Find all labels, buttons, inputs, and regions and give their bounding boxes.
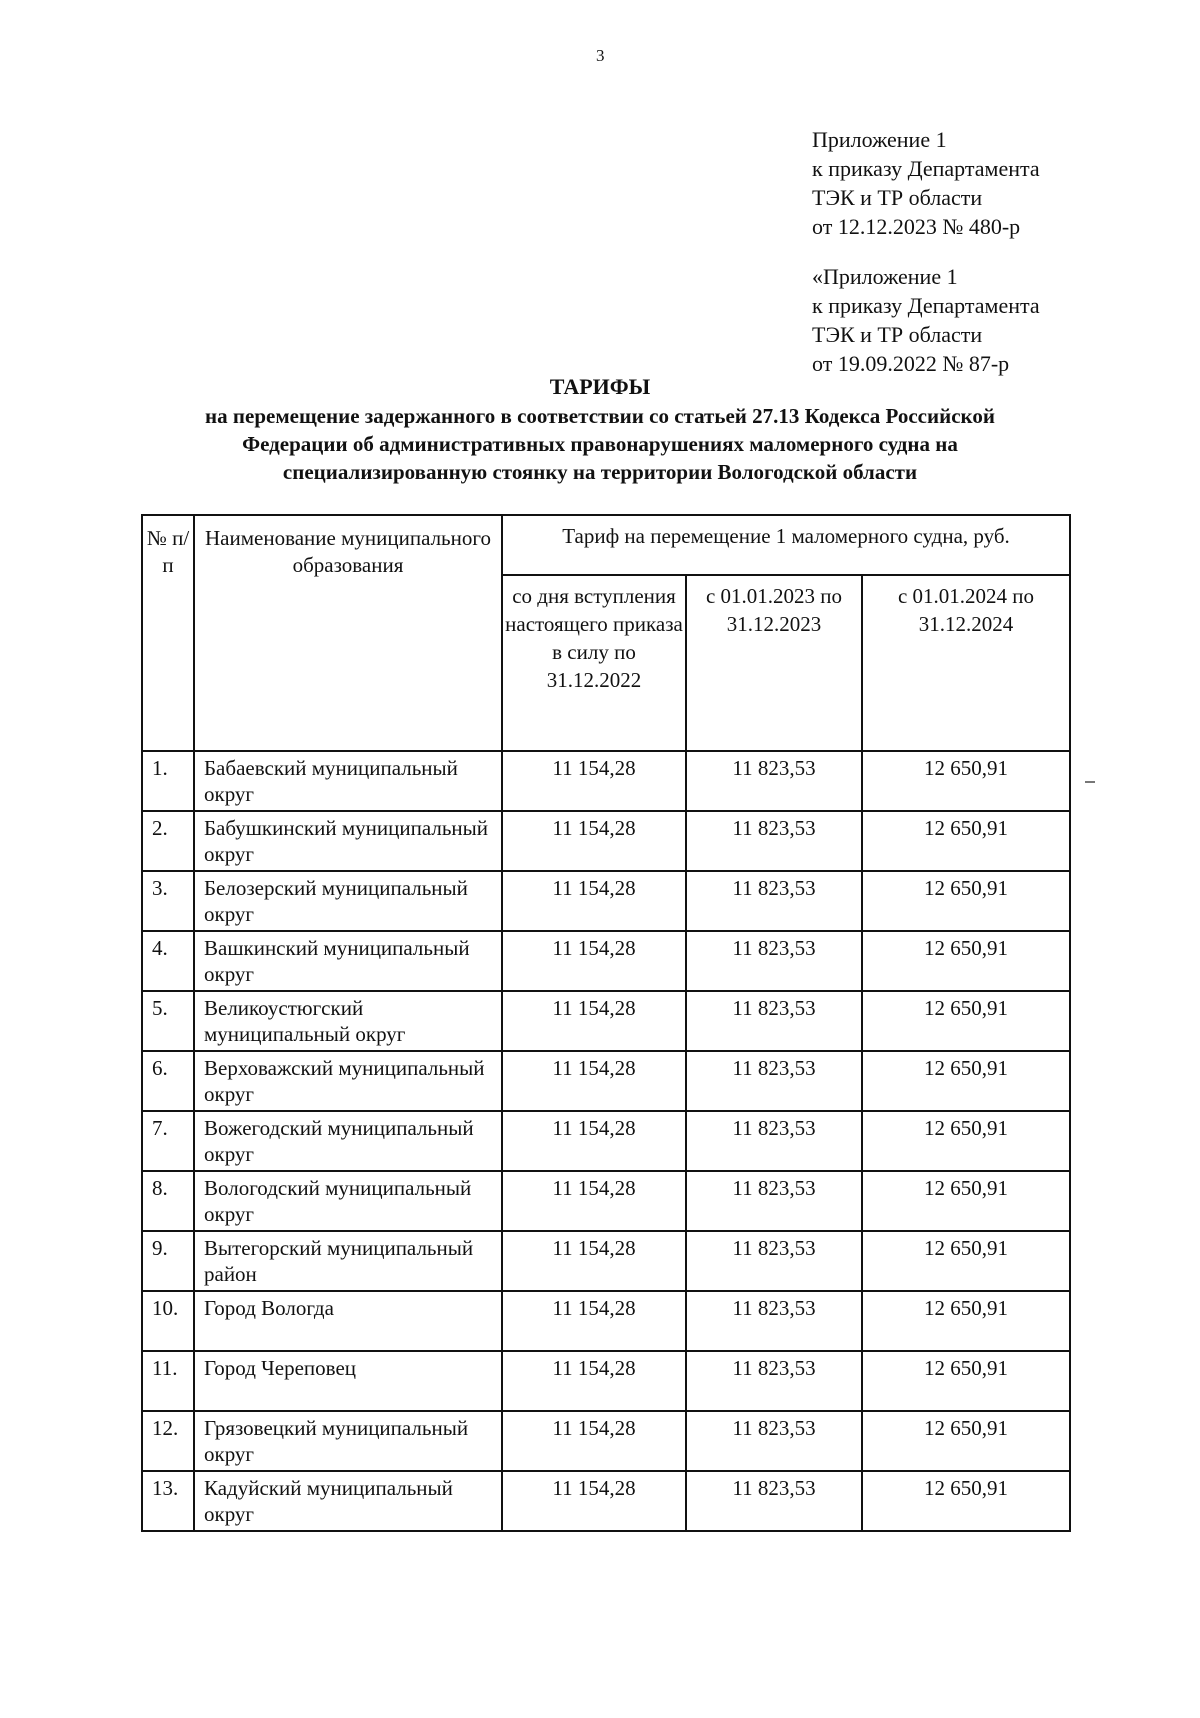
row-municipality-name: Верховажский муниципальный округ [194, 1051, 502, 1111]
row-tariff-2023: 11 823,53 [686, 1171, 862, 1231]
row-number: 9. [142, 1231, 194, 1291]
table-row [142, 811, 1070, 871]
row-tariff-2022: 11 154,28 [502, 871, 686, 931]
appendix-line: к приказу Департамента [812, 156, 1040, 181]
row-number: 6. [142, 1051, 194, 1111]
row-tariff-2024: 12 650,91 [862, 751, 1070, 811]
subtitle-line: специализированную стоянку на территории Вологодской области [282, 460, 918, 484]
appendix-line: «Приложение 1 [812, 264, 958, 289]
row-tariff-2023: 11 823,53 [686, 1351, 862, 1411]
row-tariff-2022: 11 154,28 [502, 991, 686, 1051]
subtitle-line: Федерации об административных правонарушениях маломерного судна на [242, 432, 958, 456]
appendix-line: к приказу Департамента [812, 293, 1040, 318]
row-tariff-2024: 12 650,91 [862, 991, 1070, 1051]
appendix-current-reference [812, 125, 1040, 241]
appendix-line: ТЭК и ТР области [812, 322, 983, 347]
row-tariff-2023: 11 823,53 [686, 1291, 862, 1351]
row-number: 10. [142, 1291, 194, 1351]
row-tariff-2023: 11 823,53 [686, 811, 862, 871]
table-row [142, 1231, 1070, 1291]
row-number: 7. [142, 1111, 194, 1171]
header-municipality-name: Наименование муниципального образования [194, 515, 502, 751]
appendix-line: от 12.12.2023 № 480-р [812, 214, 1021, 239]
row-number: 5. [142, 991, 194, 1051]
row-municipality-name: Бабаевский муниципальный округ [194, 751, 502, 811]
table-row [142, 1291, 1070, 1351]
table-row [142, 931, 1070, 991]
row-tariff-2022: 11 154,28 [502, 1171, 686, 1231]
row-municipality-name: Город Вологда [194, 1291, 502, 1351]
document-subtitle [130, 402, 1070, 486]
row-tariff-2024: 12 650,91 [862, 871, 1070, 931]
row-municipality-name: Белозерский муниципальный округ [194, 871, 502, 931]
row-number: 11. [142, 1351, 194, 1411]
header-tariff: Тариф на перемещение 1 маломерного судна, руб. [502, 515, 1070, 575]
row-tariff-2024: 12 650,91 [862, 1171, 1070, 1231]
document-title: ТАРИФЫ [549, 374, 651, 399]
row-tariff-2022: 11 154,28 [502, 1351, 686, 1411]
row-municipality-name: Вожегодский муниципальный округ [194, 1111, 502, 1171]
row-municipality-name: Кадуйский муниципальный округ [194, 1471, 502, 1531]
table-row [142, 871, 1070, 931]
row-number: 13. [142, 1471, 194, 1531]
header-period-2023: с 01.01.2023 по 31.12.2023 [686, 575, 862, 751]
row-municipality-name: Вашкинский муниципальный округ [194, 931, 502, 991]
row-tariff-2024: 12 650,91 [862, 931, 1070, 991]
page-number: 3 [596, 46, 605, 65]
table-row [142, 1351, 1070, 1411]
row-municipality-name: Великоустюгский муниципальный округ [194, 991, 502, 1051]
tariffs-table [141, 514, 1071, 1532]
row-tariff-2024: 12 650,91 [862, 1471, 1070, 1531]
row-tariff-2024: 12 650,91 [862, 1291, 1070, 1351]
appendix-line: ТЭК и ТР области [812, 185, 983, 210]
row-tariff-2023: 11 823,53 [686, 751, 862, 811]
row-tariff-2022: 11 154,28 [502, 751, 686, 811]
row-tariff-2024: 12 650,91 [862, 1231, 1070, 1291]
row-tariff-2024: 12 650,91 [862, 811, 1070, 871]
row-tariff-2024: 12 650,91 [862, 1411, 1070, 1471]
row-tariff-2023: 11 823,53 [686, 871, 862, 931]
row-number: 3. [142, 871, 194, 931]
row-municipality-name: Вологодский муниципальный округ [194, 1171, 502, 1231]
row-tariff-2024: 12 650,91 [862, 1111, 1070, 1171]
row-tariff-2022: 11 154,28 [502, 1051, 686, 1111]
row-tariff-2023: 11 823,53 [686, 1231, 862, 1291]
row-tariff-2022: 11 154,28 [502, 811, 686, 871]
row-tariff-2022: 11 154,28 [502, 931, 686, 991]
row-tariff-2023: 11 823,53 [686, 1411, 862, 1471]
appendix-line: Приложение 1 [812, 127, 947, 152]
row-tariff-2022: 11 154,28 [502, 1291, 686, 1351]
row-number: 4. [142, 931, 194, 991]
row-municipality-name: Грязовецкий муниципальный округ [194, 1411, 502, 1471]
row-number: 2. [142, 811, 194, 871]
row-municipality-name: Город Череповец [194, 1351, 502, 1411]
row-number: 1. [142, 751, 194, 811]
table-row [142, 1471, 1070, 1531]
table-row [142, 1051, 1070, 1111]
row-tariff-2023: 11 823,53 [686, 931, 862, 991]
appendix-original-reference [812, 262, 1040, 378]
row-tariff-2022: 11 154,28 [502, 1471, 686, 1531]
row-tariff-2023: 11 823,53 [686, 991, 862, 1051]
header-number: № п/п [142, 515, 194, 751]
row-tariff-2022: 11 154,28 [502, 1111, 686, 1171]
row-tariff-2023: 11 823,53 [686, 1111, 862, 1171]
scan-artifact [1085, 781, 1095, 783]
row-tariff-2024: 12 650,91 [862, 1351, 1070, 1411]
row-tariff-2022: 11 154,28 [502, 1411, 686, 1471]
row-number: 12. [142, 1411, 194, 1471]
row-tariff-2023: 11 823,53 [686, 1471, 862, 1531]
table-row [142, 751, 1070, 811]
subtitle-line: на перемещение задержанного в соответствии со статьей 27.13 Кодекса Российской [205, 404, 995, 428]
appendix-line: от 19.09.2022 № 87-р [812, 351, 1010, 376]
table-row [142, 991, 1070, 1051]
table-row [142, 1111, 1070, 1171]
row-tariff-2024: 12 650,91 [862, 1051, 1070, 1111]
row-municipality-name: Вытегорский муниципальный район [194, 1231, 502, 1291]
row-number: 8. [142, 1171, 194, 1231]
row-tariff-2023: 11 823,53 [686, 1051, 862, 1111]
row-tariff-2022: 11 154,28 [502, 1231, 686, 1291]
header-period-2022: со дня вступления настоящего приказа в силу по 31.12.2022 [502, 575, 686, 751]
row-municipality-name: Бабушкинский муниципальный округ [194, 811, 502, 871]
header-period-2024: с 01.01.2024 по 31.12.2024 [862, 575, 1070, 751]
table-row [142, 1411, 1070, 1471]
table-row [142, 1171, 1070, 1231]
